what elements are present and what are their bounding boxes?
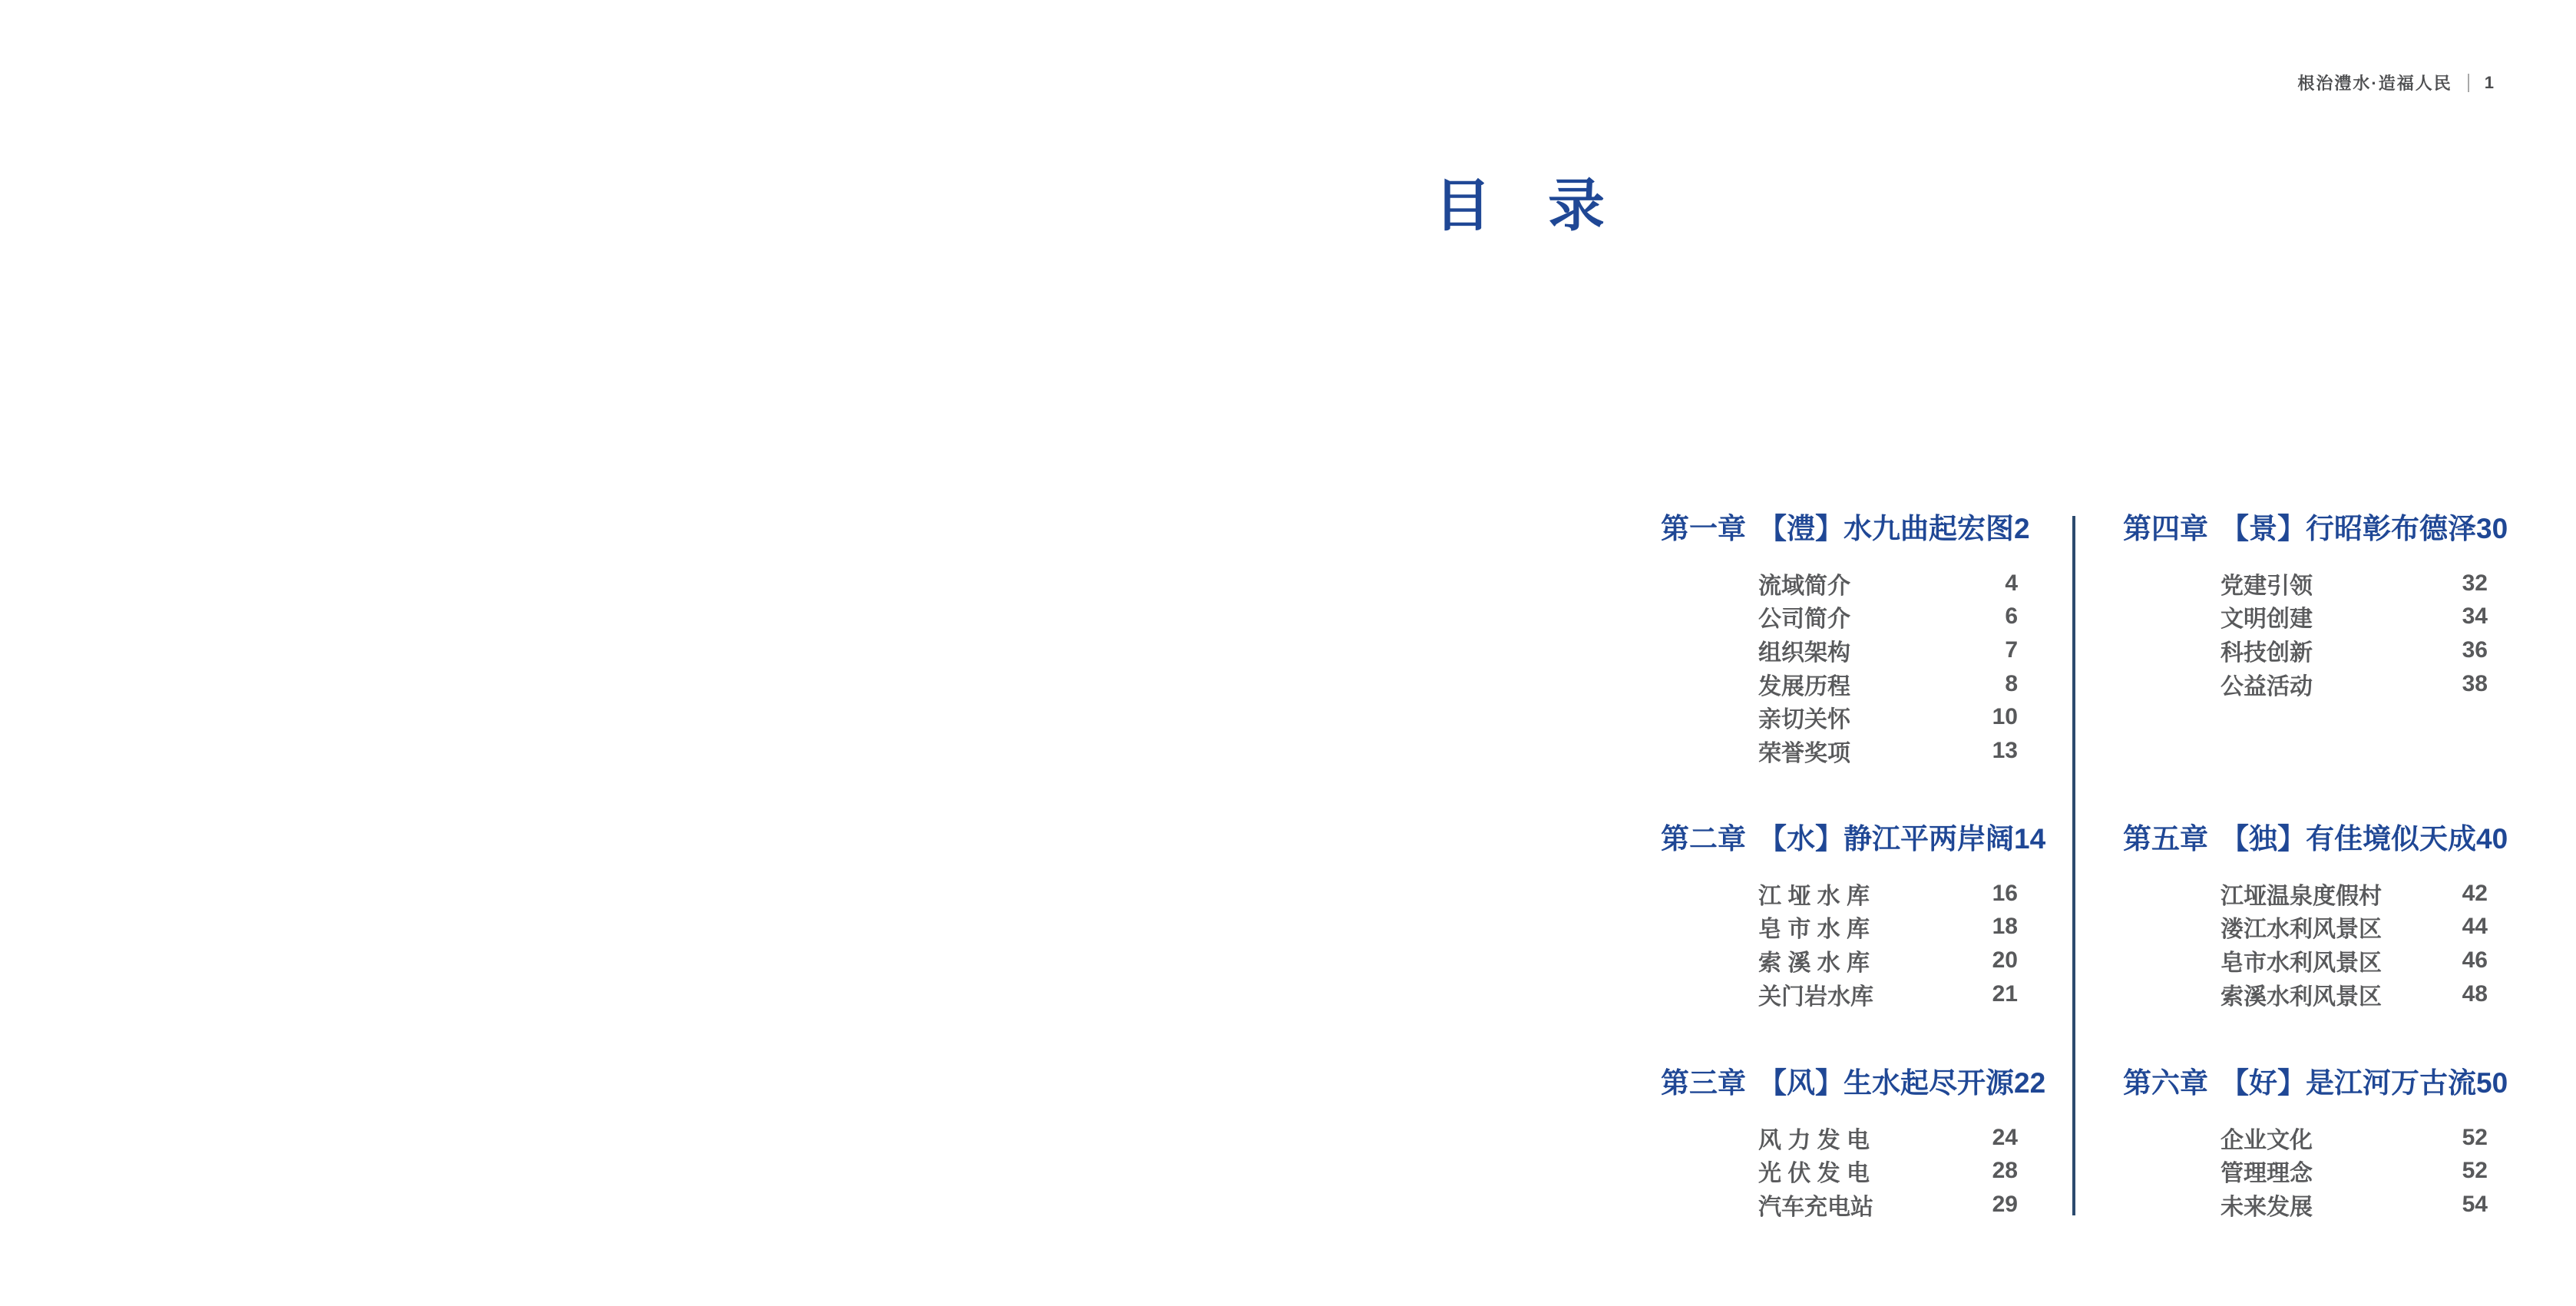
toc-item-label: 索 溪 水 库 [1758, 950, 1870, 976]
toc-item [1758, 700, 2018, 734]
toc-item [2221, 1121, 2488, 1155]
chapter-number: 第三章 [1661, 1067, 1746, 1099]
toc-item [1758, 667, 2018, 701]
toc-item-page: 52 [2462, 1158, 2488, 1184]
toc-item-page: 54 [2462, 1191, 2488, 1217]
toc-item-label: 汽车充电站 [1758, 1194, 1873, 1220]
chapter-page-number: 2 [2014, 513, 2030, 544]
toc-item-label: 未来发展 [2221, 1194, 2313, 1220]
chapter-item-list [1661, 1121, 2018, 1222]
toc-item [2221, 877, 2488, 911]
chapter-item-list [1661, 567, 2018, 768]
chapter-title: 【澧】水九曲起宏图 [1758, 513, 2014, 544]
toc-item-page: 18 [1992, 914, 2018, 940]
toc-item-page: 36 [2462, 636, 2488, 663]
chapter-number: 第二章 [1661, 823, 1746, 855]
toc-item-label: 管理理念 [2221, 1161, 2313, 1187]
running-head-separator [2468, 74, 2469, 92]
chapter-number: 第一章 [1661, 513, 1746, 544]
chapter-block-4 [2123, 511, 2508, 700]
toc-item [2221, 1155, 2488, 1189]
toc-item-label: 风 力 发 电 [1758, 1127, 1870, 1153]
toc-item [1758, 600, 2018, 634]
toc-item-page: 6 [2005, 603, 2018, 630]
toc-item-label: 发展历程 [1758, 673, 1850, 699]
toc-item-label: 科技创新 [2221, 640, 2313, 666]
toc-item [1758, 877, 2018, 911]
chapter-title: 【独】有佳境似天成 [2221, 823, 2476, 855]
toc-item-label: 公司简介 [1758, 607, 1850, 633]
toc-item-label: 企业文化 [2221, 1127, 2313, 1153]
toc-item-page: 42 [2462, 880, 2488, 906]
running-head-slogan: 根治澧水·造福人民 [2297, 74, 2452, 93]
toc-item-page: 38 [2462, 670, 2488, 696]
chapter-page-number: 22 [2014, 1067, 2046, 1099]
chapter-page-number: 50 [2476, 1067, 2508, 1099]
chapter-heading [2123, 511, 2508, 547]
toc-item-page: 20 [1992, 947, 2018, 973]
chapter-heading [1661, 511, 2030, 547]
chapter-block-2 [1661, 822, 2046, 1010]
toc-item [2221, 667, 2488, 701]
chapter-item-list [1661, 877, 2018, 1010]
toc-item-page: 16 [1992, 880, 2018, 906]
toc-item-label: 皂市水利风景区 [2221, 950, 2382, 976]
toc-item [2221, 633, 2488, 667]
toc-item-label: 光 伏 发 电 [1758, 1161, 1870, 1187]
toc-item [2221, 1188, 2488, 1222]
chapter-title: 【风】生水起尽开源 [1758, 1067, 2014, 1099]
chapter-block-3 [1661, 1066, 2046, 1222]
chapter-number: 第六章 [2123, 1067, 2208, 1099]
chapter-title: 【水】静江平两岸阔 [1758, 823, 2014, 855]
toc-item-page: 52 [2462, 1124, 2488, 1150]
toc-item-page: 8 [2005, 670, 2018, 696]
toc-item [1758, 1155, 2018, 1189]
toc-item-label: 组织架构 [1758, 640, 1850, 666]
toc-item [1758, 1188, 2018, 1222]
toc-item-label: 皂 市 水 库 [1758, 917, 1870, 943]
toc-item-label: 党建引领 [2221, 573, 2313, 599]
toc-item-page: 44 [2462, 914, 2488, 940]
toc-item-page: 7 [2005, 636, 2018, 663]
toc-item-page: 32 [2462, 570, 2488, 596]
running-head-page-number: 1 [2484, 72, 2495, 92]
chapter-block-1 [1661, 511, 2030, 768]
chapter-item-list [2123, 567, 2488, 700]
toc-item [1758, 567, 2018, 600]
chapter-number: 第五章 [2123, 823, 2208, 855]
chapter-title: 【好】是江河万古流 [2221, 1067, 2476, 1099]
toc-item-page: 21 [1992, 980, 2018, 1007]
chapter-heading [1661, 1066, 2046, 1101]
toc-item-label: 关门岩水库 [1758, 984, 1873, 1010]
chapter-heading [2123, 822, 2508, 857]
chapter-number: 第四章 [2123, 513, 2208, 544]
chapter-item-list [2123, 1121, 2488, 1222]
chapter-page-number: 30 [2476, 513, 2508, 544]
toc-item-label: 荣誉奖项 [1758, 740, 1850, 766]
toc-item-label: 江垭温泉度假村 [2221, 883, 2382, 909]
chapter-item-list [2123, 877, 2488, 1010]
toc-item-page: 24 [1992, 1124, 2018, 1150]
chapter-page-number: 14 [2014, 823, 2046, 855]
toc-item [2221, 977, 2488, 1011]
toc-item [1758, 1121, 2018, 1155]
chapter-block-5 [2123, 822, 2508, 1010]
toc-item-page: 4 [2005, 570, 2018, 596]
running-head [2297, 71, 2495, 94]
toc-item [2221, 567, 2488, 600]
toc-item-page: 46 [2462, 947, 2488, 973]
toc-item-page: 48 [2462, 980, 2488, 1007]
column-divider-line [2072, 516, 2075, 1215]
toc-item [1758, 633, 2018, 667]
chapter-title: 【景】行昭彰布德泽 [2221, 513, 2476, 544]
chapter-page-number: 40 [2476, 823, 2508, 855]
toc-item-label: 溇江水利风景区 [2221, 917, 2382, 943]
toc-item [2221, 911, 2488, 944]
chapter-heading [1661, 822, 2046, 857]
toc-item [1758, 977, 2018, 1011]
toc-item-label: 公益活动 [2221, 673, 2313, 699]
toc-item [2221, 600, 2488, 634]
toc-item-label: 流域简介 [1758, 573, 1850, 599]
page-title: 目 录 [1434, 174, 1605, 237]
toc-item [2221, 944, 2488, 977]
toc-item-page: 10 [1992, 704, 2018, 730]
toc-item-page: 13 [1992, 737, 2018, 763]
toc-item [1758, 911, 2018, 944]
toc-item [1758, 944, 2018, 977]
chapter-block-6 [2123, 1066, 2508, 1222]
toc-item-label: 索溪水利风景区 [2221, 984, 2382, 1010]
toc-item-page: 29 [1992, 1191, 2018, 1217]
toc-item [1758, 734, 2018, 768]
chapter-heading [2123, 1066, 2508, 1101]
toc-item-page: 28 [1992, 1158, 2018, 1184]
toc-item-label: 亲切关怀 [1758, 707, 1850, 733]
toc-item-page: 34 [2462, 603, 2488, 630]
toc-item-label: 文明创建 [2221, 607, 2313, 633]
toc-item-label: 江 垭 水 库 [1758, 883, 1870, 909]
